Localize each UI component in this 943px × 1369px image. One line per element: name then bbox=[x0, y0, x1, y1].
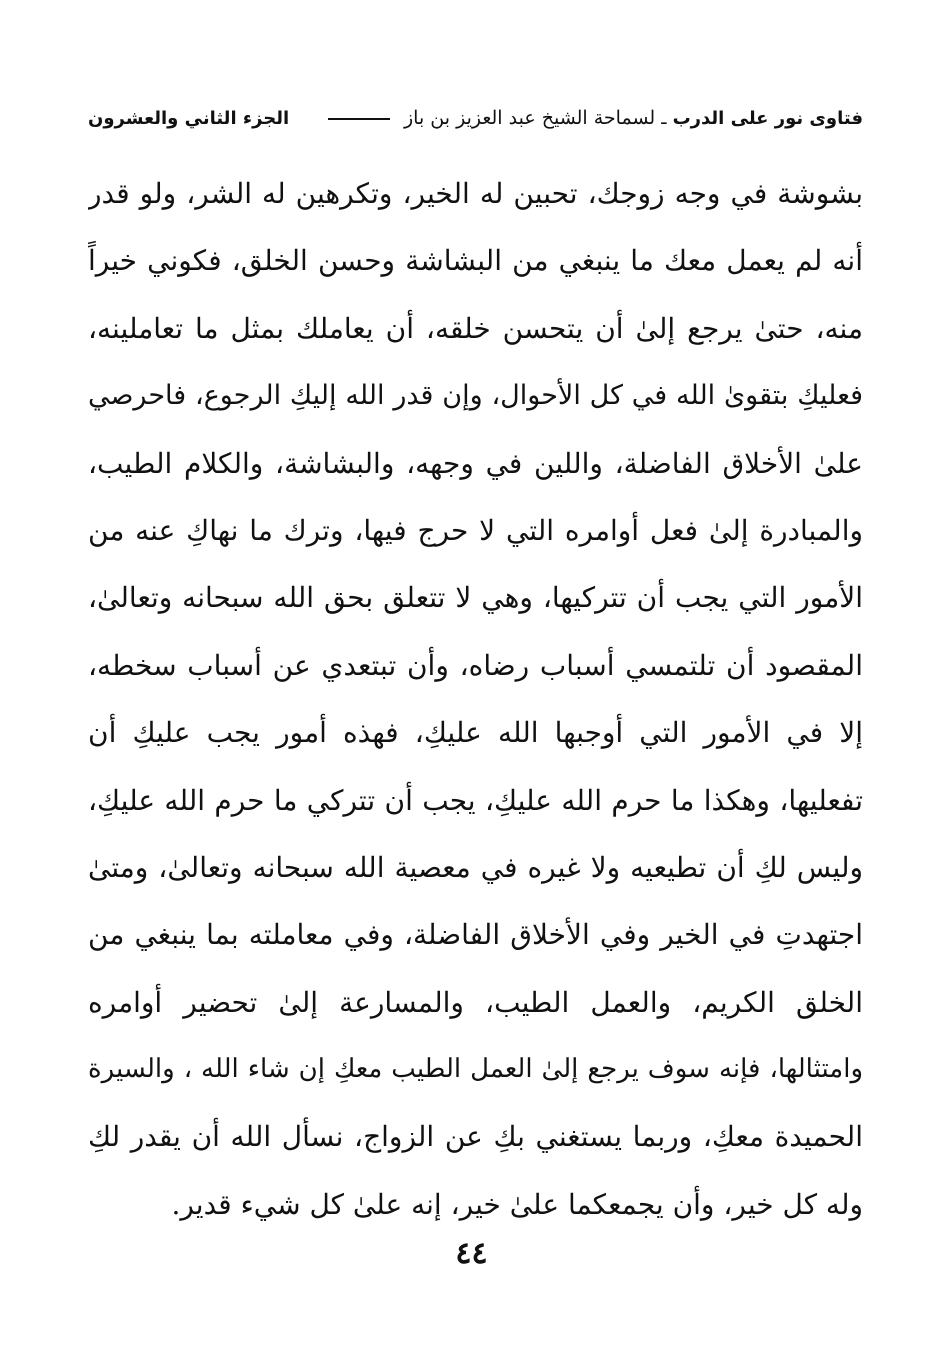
running-header bbox=[88, 96, 863, 140]
header-separator: ـ bbox=[661, 108, 667, 129]
page-number: ٤٤ bbox=[455, 1236, 488, 1271]
text-line: علىٰ الأخلاق الفاضلة، واللين في وجهه، والبشاشة، والكلام الطيب، bbox=[88, 446, 863, 480]
text-line: منه، حتىٰ يرجع إلىٰ أن يتحسن خلقه، أن يعاملك بمثل ما تعاملينه، bbox=[88, 311, 863, 345]
header-author: لسماحة الشيخ عبد العزيز بن باز bbox=[404, 107, 656, 129]
text-line: والمبادرة إلىٰ فعل أوامره التي لا حرج فيها، وترك ما نهاكِ عنه من bbox=[88, 513, 863, 547]
body-text bbox=[88, 160, 863, 1238]
text-line-last: وله كل خير، وأن يجمعكما علىٰ خير، إنه علىٰ كل شيء قدير. bbox=[171, 1187, 863, 1221]
text-line: وليس لكِ أن تطيعيه ولا غيره في معصية الله سبحانه وتعالىٰ، ومتىٰ bbox=[88, 850, 863, 884]
text-line: بشوشة في وجه زوجك، تحبين له الخير، وتكرهين له الشر، ولو قدر bbox=[88, 177, 863, 210]
text-line: المقصود أن تلتمسي أسباب رضاه، وأن تبتعدي عن أسباب سخطه، bbox=[88, 648, 863, 682]
text-line: الخلق الكريم، والعمل الطيب، والمسارعة إلىٰ تحضير أوامره bbox=[88, 985, 863, 1019]
header-book-title-group bbox=[320, 107, 863, 129]
header-rule bbox=[328, 118, 390, 120]
text-line: اجتهدتِ في الخير وفي الأخلاق الفاضلة، وفي معاملته بما ينبغي من bbox=[88, 918, 863, 952]
header-book-title: فتاوى نور على الدرب bbox=[672, 108, 863, 129]
header-volume: الجزء الثاني والعشرون bbox=[88, 107, 290, 129]
text-line: وامتثالها، فإنه سوف يرجع إلىٰ العمل الطيب معكِ إن شاء الله ، والسيرة bbox=[88, 1054, 863, 1085]
text-line: إلا في الأمور التي أوجبها الله عليكِ، فهذه أمور يجب عليكِ أن bbox=[88, 716, 863, 750]
text-line: أنه لم يعمل معك ما ينبغي من البشاشة وحسن الخلق، فكوني خيراً bbox=[88, 244, 863, 278]
text-line: الأمور التي يجب أن تتركيها، وهي لا تتعلق بحق الله سبحانه وتعالىٰ، bbox=[88, 581, 863, 615]
text-line: فعليكِ بتقوىٰ الله في كل الأحوال، وإن قدر الله إليكِ الرجوع، فاحرصي bbox=[88, 380, 863, 412]
text-line: الحميدة معكِ، وربما يستغني بكِ عن الزواج، نسأل الله أن يقدر لكِ bbox=[88, 1120, 863, 1154]
text-line: تفعليها، وهكذا ما حرم الله عليكِ، يجب أن تتركي ما حرم الله عليكِ، bbox=[88, 783, 863, 817]
